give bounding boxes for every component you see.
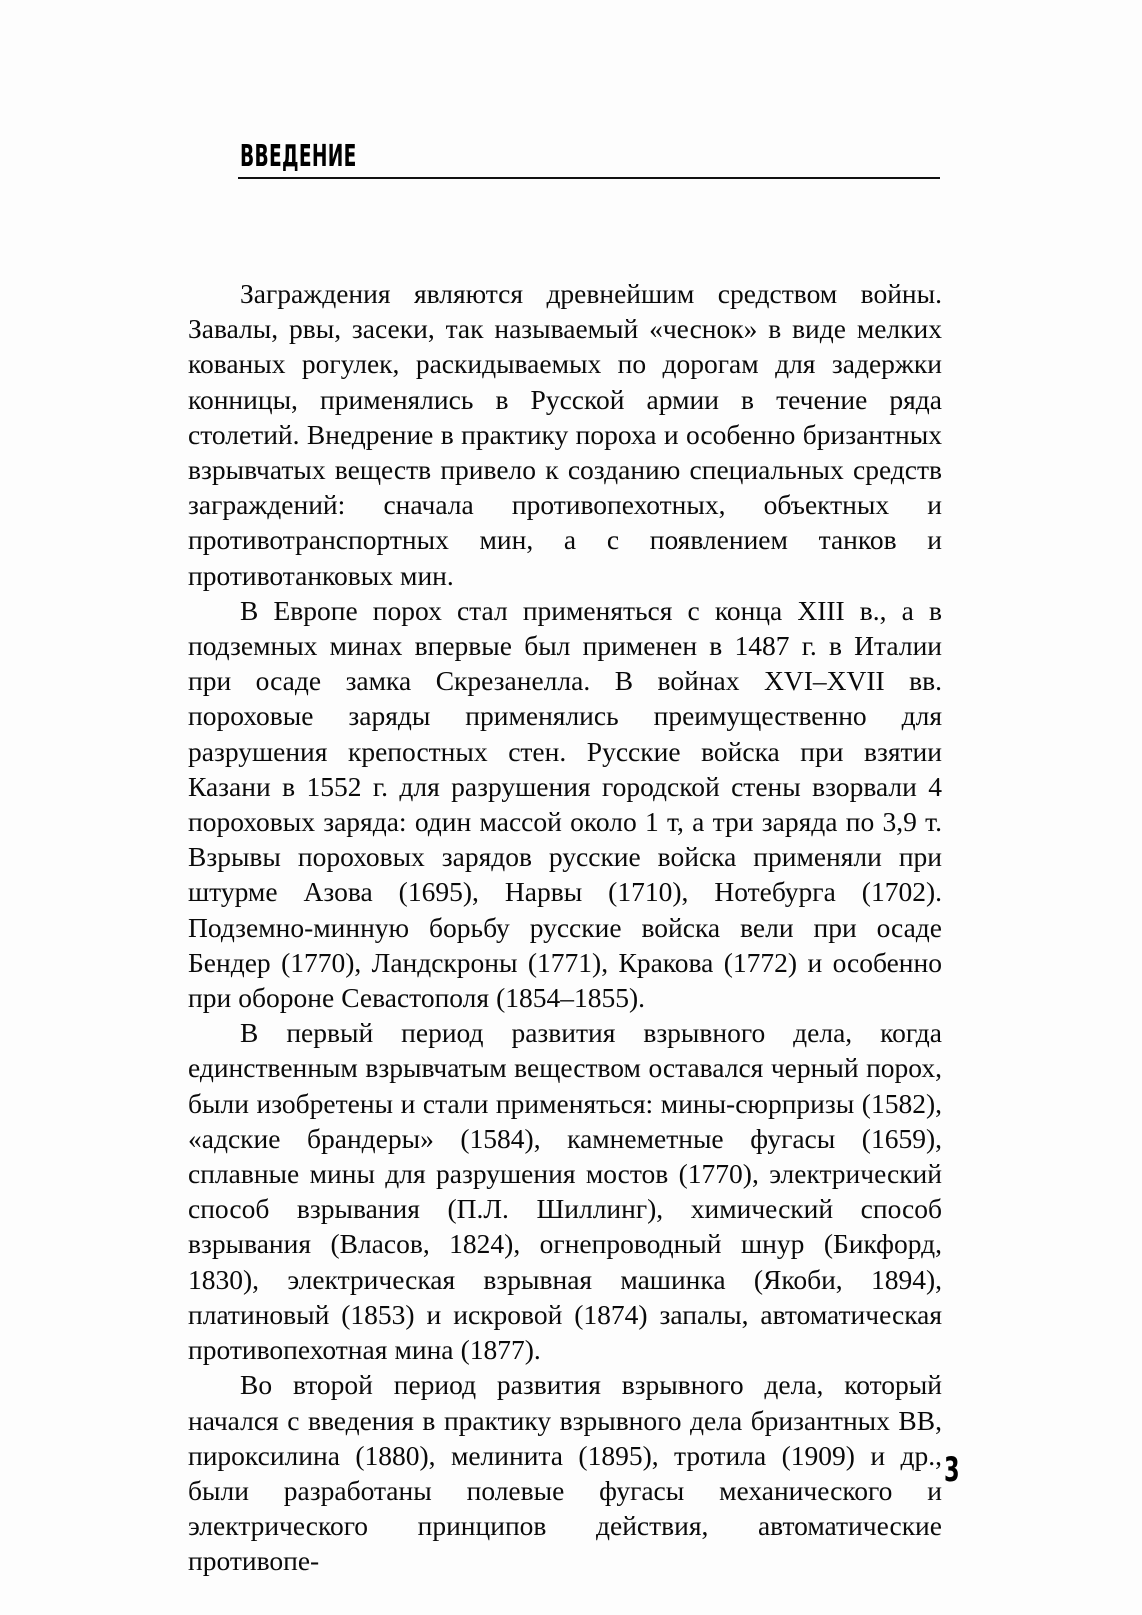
paragraph: Во второй период развития взрывного дела, который начался с введения в практику взрывного дела бризантных ВВ, пироксилина (1880), мелинита (1895), тротила (1909) и др., были разработаны полевые фугасы механического и электрического принципов действия, автоматические противопе- [188, 1369, 942, 1577]
heading-divider [238, 177, 940, 179]
section-heading-block [238, 140, 942, 179]
paragraph: Заграждения являются древнейшим средством войны. Завалы, рвы, засеки, так называемый «чеснок» в виде мелких кованых рогулек, раскидываемых по дорогам для задержки конницы, применялись в Русской армии в течение ряда столетий. Внедрение в практику пороха и особенно бризантных взрывчатых веществ привело к созданию специальных средств заграждений: сначала противопехотных, объектных и противотранспортных мин, а с появлением танков и противотанковых мин. [188, 278, 942, 591]
body-text-column [188, 276, 942, 1579]
page-number: 3 [944, 1450, 960, 1490]
paragraph: В Европе порох стал применяться с конца XIII в., а в подземных минах впервые был применен в 1487 г. в Италии при осаде замка Скрезанелла. В войнах XVI–XVII вв. пороховые заряды применялись преимущественно для разрушения крепостных стен. Русские войска при взятии Казани в 1552 г. для разрушения городской стены взорвали 4 пороховых заряда: один массой около 1 т, а три заряда по 3,9 т. Взрывы пороховых зарядов русские войска применяли при штурме Азова (1695), Нарвы (1710), Нотебурга (1702). Подземно-минную борьбу русские войска вели при осаде Бендер (1770), Ландскроны (1771), Кракова (1772) и особенно при обороне Севастополя (1854–1855). [188, 594, 942, 1014]
paragraph: В первый период развития взрывного дела, когда единственным взрывчатым веществом оставался черный порох, были изобретены и стали применяться: мины-сюрпризы (1582), «адские брандеры» (1584), камнеметные фугасы (1659), сплавные мины для разрушения мостов (1770), электрический способ взрывания (П.Л. Шиллинг), химический способ взрывания (Власов, 1824), огнепроводный шнур (Бикфорд, 1830), электрическая взрывная машинка (Якоби, 1894), платиновый (1853) и искровой (1874) запалы, автоматическая противопехотная мина (1877). [188, 1017, 942, 1366]
page-title: ВВЕДЕНИЕ [240, 139, 357, 174]
